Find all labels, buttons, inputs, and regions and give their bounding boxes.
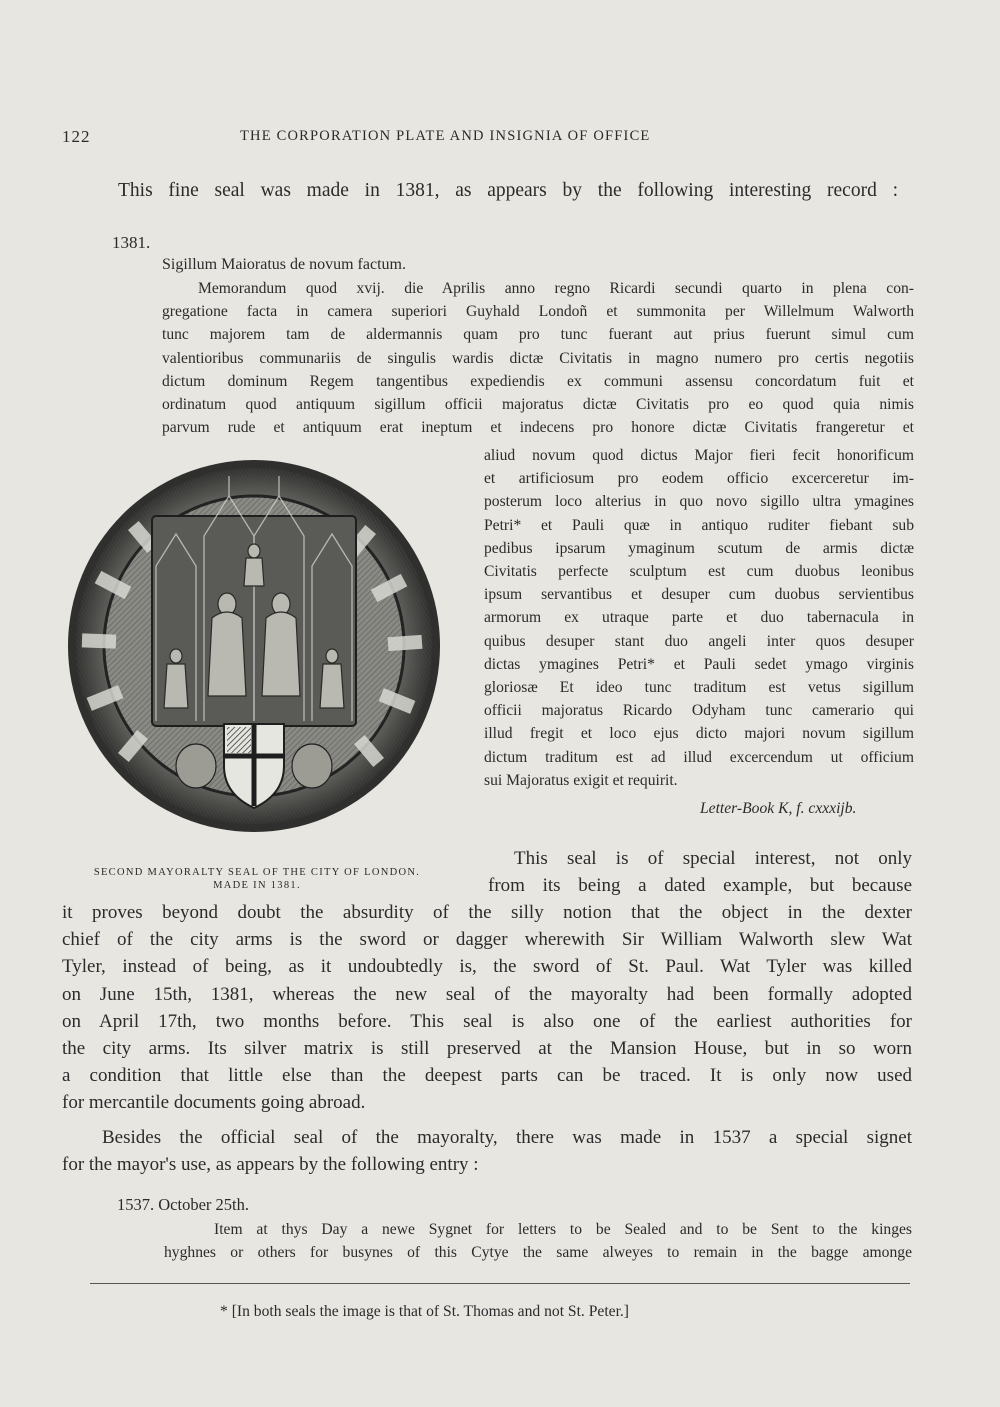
latin-line: ordinatum quod antiquum sigillum officii majoratus dictæ Civitatis pro eo quod quia nimis xyxy=(162,396,914,414)
body-line: the city arms. Its silver matrix is still preserved at the Mansion House, but in so worn xyxy=(62,1038,912,1060)
latin-line: gregatione facta in camera superiori Guyhald Londoñ et summonita per Willelmum Walworth xyxy=(162,303,914,321)
caption-line: MADE IN 1381. xyxy=(213,880,301,891)
latin-line: dictas ymagines Petri* et Pauli sedet ymago virginis xyxy=(484,655,914,673)
page-number: 122 xyxy=(62,127,91,146)
body-line: This seal is of special interest, not only xyxy=(514,848,912,869)
latin-line: tunc majorem tam de aldermannis quam pro tunc fuerant aut prius fuerunt simul cum xyxy=(162,326,914,344)
record-line: hyghnes or others for busynes of this Cytye the same alweyes to remain in the bagge amonge xyxy=(164,1244,912,1262)
latin-line: aliud novum quod dictus Major fieri fecit honorificum xyxy=(484,447,914,464)
latin-line: gloriosæ Et ideo tunc traditum est vetus sigillum xyxy=(484,679,914,697)
figure-caption xyxy=(82,866,432,892)
body-line: for mercantile documents going abroad. xyxy=(62,1092,366,1114)
citation: Letter-Book K, f. cxxxijb. xyxy=(700,800,857,817)
latin-line: sui Majoratus exigit et requirit. xyxy=(484,771,678,789)
record-heading: Sigillum Maioratus de novum factum. xyxy=(162,256,406,273)
body-line: it proves beyond doubt the absurdity of the silly notion that the object in the dexter xyxy=(62,902,912,923)
body-line: a condition that little else than the deepest parts can be traced. It is only now used xyxy=(62,1065,912,1087)
signet-record xyxy=(164,1218,912,1264)
footnote-rule xyxy=(90,1283,910,1284)
body-line: chief of the city arms is the sword or dagger wherewith Sir William Walworth slew Wat xyxy=(62,929,912,951)
latin-line: officii majoratus Ricardo Odyham tunc camerario qui xyxy=(484,702,914,720)
latin-line: Memorandum quod xvij. die Aprilis anno regno Ricardi secundi quarto in plena con- xyxy=(198,280,914,297)
latin-line: posterum loco alterius in quo novo sigillo ultra ymagines xyxy=(484,493,914,511)
paragraph-narrow xyxy=(488,845,912,899)
latin-line: dictum dominum Regem tangentibus expediendis ex communi assensu concordatum fuit et xyxy=(162,372,914,390)
body-line: on April 17th, two months before. This seal is also one of the earliest authorities for xyxy=(62,1010,912,1032)
latin-record-narrow xyxy=(484,444,914,792)
running-title: THE CORPORATION PLATE AND INSIGNIA OF OFFICE xyxy=(240,128,651,144)
footnote: * [In both seals the image is that of St. Thomas and not St. Peter.] xyxy=(220,1303,629,1320)
paragraph-full xyxy=(62,899,912,1117)
latin-line: parvum rude et antiquum erat ineptum et indecens pro honore dictæ Civitatis frangeretur et xyxy=(162,419,914,437)
latin-line: Civitatis perfecte sculptum est cum duobus leonibus xyxy=(484,563,914,581)
record-line: Item at thys Day a newe Sygnet for letters to be Sealed and to be Sent to the kinges xyxy=(214,1221,912,1238)
intro-sentence: This fine seal was made in 1381, as appears by the following interesting record : xyxy=(118,180,898,201)
latin-line: illud fregit et loco ejus dicto majori novum sigillum xyxy=(484,725,914,743)
latin-line: ipsum servantibus et desuper cum duobus servientibus xyxy=(484,586,914,604)
latin-line: pedibus ipsarum ymaginum scutum de armis dictæ xyxy=(484,539,914,557)
latin-line: et artificiosum pro eodem officio excerceretur im- xyxy=(484,470,914,488)
latin-line: dictum traditum est ad illud excercendum ut officium xyxy=(484,748,914,766)
mayoralty-seal-illustration xyxy=(64,456,444,836)
body-line: on June 15th, 1381, whereas the new seal of the mayoralty had been formally adopted xyxy=(62,983,912,1005)
latin-record-full-width xyxy=(162,277,914,439)
record-year: 1381. xyxy=(112,233,151,252)
latin-line: Petri* et Pauli quæ in antiquo ruditer fiebant sub xyxy=(484,516,914,534)
record-date: 1537. October 25th. xyxy=(117,1195,249,1214)
caption-line: SECOND MAYORALTY SEAL OF THE CITY OF LONDON. xyxy=(93,867,421,878)
body-line: for the mayor's use, as appears by the following entry : xyxy=(62,1154,479,1176)
latin-line: quibus desuper stant duo angeli inter quos desuper xyxy=(484,632,914,650)
body-line: from its being a dated example, but because xyxy=(488,875,912,897)
paragraph-signet xyxy=(62,1124,912,1178)
body-line: Besides the official seal of the mayoralty, there was made in 1537 a special signet xyxy=(102,1127,912,1148)
latin-line: armorum ex utraque parte et duo tabernacula in xyxy=(484,609,914,627)
body-line: Tyler, instead of being, as it undoubtedly is, the sword of St. Paul. Wat Tyler was killed xyxy=(62,956,912,978)
latin-line: valentioribus communariis de singulis wardis dictæ Civitatis in magno numero pro certis negotiis xyxy=(162,349,914,367)
